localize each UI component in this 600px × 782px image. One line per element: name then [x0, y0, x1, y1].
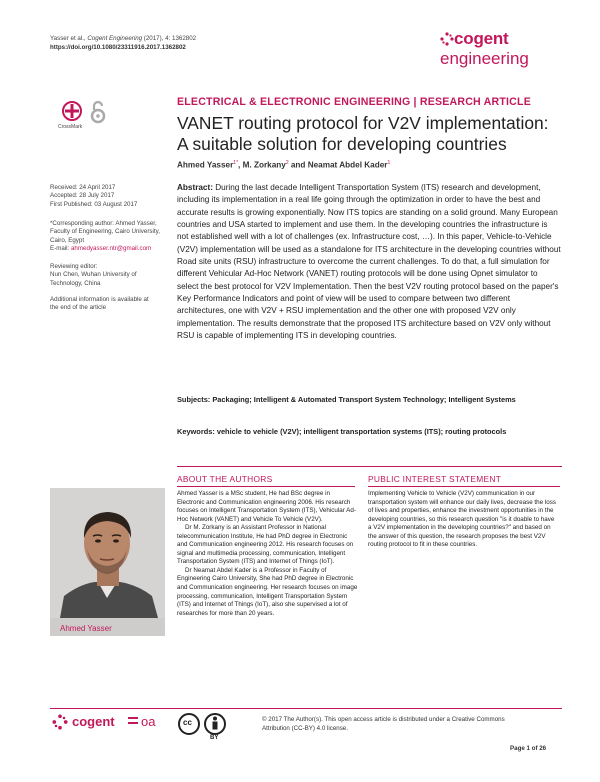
author-photo [50, 488, 165, 636]
additional-info [50, 296, 168, 313]
open-access-icon [90, 100, 106, 124]
oa-suffix: oa [141, 714, 156, 729]
license-line: © 2017 The Author(s). This open access article is distributed under a Creative Commons [262, 716, 505, 723]
author-name: and Neamat Abdel Kader [288, 160, 388, 170]
author-affiliation[interactable]: 1 [387, 160, 391, 166]
article-category: ELECTRICAL & ELECTRONIC ENGINEERING | RESEARCH ARTICLE [177, 96, 531, 108]
author-name: , M. Zorkany [238, 160, 286, 170]
author-bio: Ahmed Yasser is a MSc student, He had BSc degree in Electronic and Communication engineering 2006. His research focuses on Intelligent Transportation System (ITS), Vehicular Ad-Hoc Network (VANET) and Vehicle To Vehicle (V2V). [177, 490, 356, 523]
citation-prefix: Yasser et al., [50, 35, 88, 42]
public-interest-text: Implementing Vehicle to Vehicle (V2V) communication in our transportation system will enhance our daily lives, decrease the loss of lives and properties, enhance the investment opportunities in the developing countries, so this research question "is it doable to have a V2V implementation in the developing countries?" and based on the answer of this question, the research proposes the best V2V routing protocol to fit in these countries. [368, 490, 556, 549]
article-title [177, 113, 557, 155]
article-badges [60, 100, 120, 136]
author-bio: Dr Neamat Abdel Kader is a Professor in Faculty of Engineering Cairo University, She had PhD degree in Electronic and Communication engineering. Her research focuses on image processing, communication, Intelligent Transportation System (ITS) and Internet of Things (IoT), also she supervised a lot of researches for more than 20 years. [177, 566, 358, 617]
editor-line: Technology, China [50, 279, 101, 287]
subjects: Subjects: Packaging; Intelligent & Automated Transport System Technology; Intelligent Systems [177, 395, 516, 404]
received-date: Received: 24 April 2017 [50, 184, 116, 191]
about-authors-text [177, 490, 359, 618]
author-portrait-icon [50, 488, 165, 618]
cc-label: cc [183, 718, 192, 727]
corresponding-line: Faculty of Engineering, Cairo University, [50, 228, 160, 236]
crossmark-label: CrossMark [58, 124, 83, 130]
by-label: BY [210, 735, 219, 741]
additional-line: the end of the article [50, 304, 107, 312]
public-divider [368, 486, 560, 487]
citation-suffix: (2017), 4: 1362802 [142, 35, 197, 42]
reviewing-editor [50, 263, 168, 288]
editor-line: Reviewing editor: [50, 263, 98, 270]
email-link[interactable]: ahmedyasser.ntr@gmail.com [70, 244, 152, 252]
corresponding-author [50, 220, 168, 253]
brand-subtitle: engineering [440, 49, 529, 68]
journal-name: Cogent Engineering [87, 35, 143, 42]
license-line: Attribution (CC-BY) 4.0 license. [262, 725, 348, 732]
abstract-text: During the last decade Intelligent Transportation System (ITS) research and development, including its implementation in a real life going through the optimization in order to have the best and accurate results is growing exponentially. Now ITS topics are standing on a solid ground. Many European countries and USA started to implement and use them. In the developing countries the infrastructure is not established well with a lot of challenges (ex. Infrastructure cost, …). In this paper, Vehicle-to-Vehicle (V2V) implementation will be used as a standalone for ITS architecture in the developing countries without Road site units (RSU) infrastructure to overcome the current challenges. To do that, a full simulation for different Vehicular Ad-Hoc Network (VANET) routing protocols will be done using Opnet simulator to select the best protocol for V2V Implementation. Then the best V2V routing protocol based on the paper's Key Performance Indicators and point of view will be used to compare between two different architectures, one with V2V + RSU implementation and the other one with proposed V2V only implementation. The results demonstrate that the proposed ITS architecture based on V2V only without RSU is capable of implementing ITS in developing countries. [177, 183, 561, 341]
oa-separator [128, 722, 138, 724]
email-label: E-mail: [50, 244, 71, 252]
dates-block [50, 184, 168, 209]
page-number: Page 1 of 26 [510, 745, 547, 752]
author-affiliation[interactable]: 2 [285, 160, 289, 166]
photo-caption: Ahmed Yasser [60, 624, 112, 633]
author-name: Ahmed Yasser [177, 160, 234, 170]
section-divider [177, 466, 562, 467]
additional-line: Additional information is available at [50, 296, 149, 303]
about-divider [177, 486, 355, 487]
citation [50, 34, 310, 52]
oa-brand-name: cogent [72, 714, 115, 729]
doi-link[interactable]: https://doi.org/10.1080/23311916.2017.1362802 [50, 44, 186, 51]
author-list [177, 160, 390, 170]
public-interest-title: PUBLIC INTEREST STATEMENT [368, 474, 502, 484]
title-line: VANET routing protocol for V2V implementation: [177, 113, 549, 133]
about-authors-title: ABOUT THE AUTHORS [177, 474, 273, 484]
accepted-date: Accepted: 28 July 2017 [50, 192, 115, 200]
abstract-label: Abstract: [177, 183, 213, 192]
corresponding-line: Cairo, Egypt [50, 236, 85, 244]
oa-separator [128, 717, 138, 719]
cogent-oa-dots-icon [52, 714, 68, 730]
published-date: First Published: 03 August 2017 [50, 200, 138, 208]
journal-logo [436, 26, 556, 74]
email-line [50, 245, 168, 253]
corresponding-line: *Corresponding author: Ahmed Yasser, [50, 220, 157, 227]
brand-name: cogent [454, 29, 509, 48]
title-line: A suitable solution for developing countries [177, 134, 507, 154]
author-affiliation[interactable]: 1* [233, 160, 239, 166]
cogent-oa-logo [50, 713, 170, 733]
license-text [262, 715, 562, 733]
author-bio: Dr M. Zorkany is an Assistant Professor in National telecommunication Institute, He had PhD degree in Electronic and Communication engineering 2012. His research focuses on signal and multimedia processing, communication, Intelligent Transportation System (ITS) and Internet of Things (IoT). [177, 524, 354, 566]
cogent-dots-icon [440, 32, 454, 46]
cc-license-badge[interactable] [178, 713, 232, 743]
keywords: Keywords: vehicle to vehicle (V2V); intelligent transportation systems (ITS); routing protocols [177, 427, 507, 436]
footer-divider [50, 708, 562, 709]
abstract [177, 182, 561, 342]
editor-line: Nun Chen, Wuhan University of [50, 271, 137, 279]
